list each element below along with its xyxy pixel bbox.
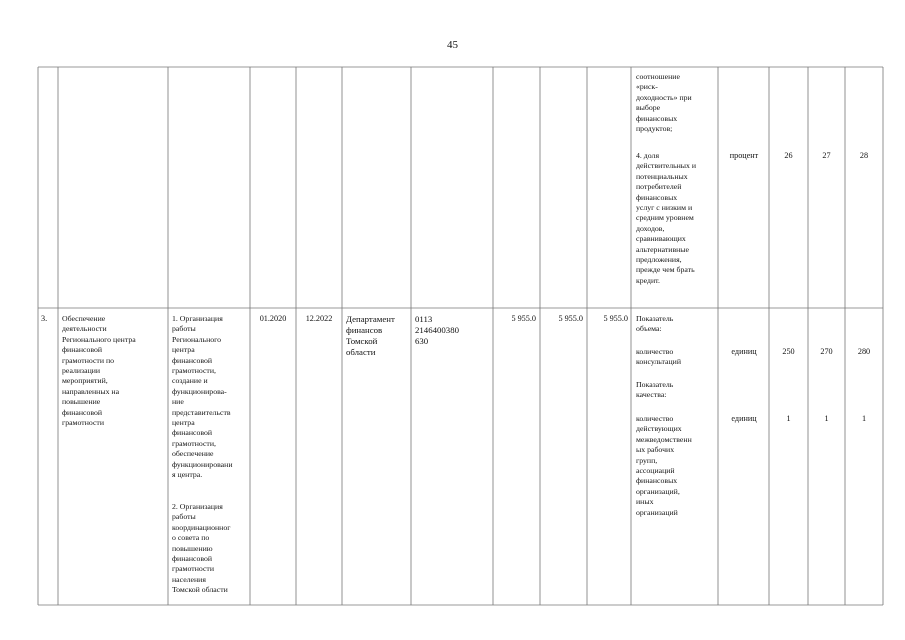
unit-volume: единиц xyxy=(731,347,757,356)
sum-2022: 5 955.0 xyxy=(603,314,628,323)
unit-cell: процент xyxy=(729,151,759,160)
volume-2021: 270 xyxy=(820,347,833,356)
value-2020: 26 xyxy=(784,151,793,160)
quality-indicator: количество действующих межведомственн ых рабочих групп, ассоциаций финансовых организаций, иных организаций xyxy=(636,414,692,517)
quality-2022: 1 xyxy=(861,414,867,423)
quality-indicator-header: Показатель качества: xyxy=(636,380,674,400)
start-date: 01.2020 xyxy=(259,314,287,323)
quality-2021: 1 xyxy=(824,414,829,423)
value-2021: 27 xyxy=(822,151,831,160)
budget-code: 0113 2146400380 630 xyxy=(415,314,459,346)
indicator-text-part1: соотношение «риск- доходность» при выборе финансовых продуктов; xyxy=(636,72,692,134)
volume-indicator: количество консультаций xyxy=(636,347,682,367)
sum-2021: 5 955.0 xyxy=(558,314,583,323)
volume-indicator-header: Показатель объема: xyxy=(636,314,674,334)
page-number: 45 xyxy=(447,39,458,51)
indicator-text-part2: 4. доля действительных и потенциальных потребителей финансовых услуг с низким и средним уровнем доходов, сравнивающих альтернативные предложения, прежде чем брать кредит. xyxy=(636,151,697,285)
row-number: 3. xyxy=(41,314,48,323)
unit-quality: единиц xyxy=(731,414,757,423)
executor: Департамент финансов Томской области xyxy=(346,314,395,357)
volume-2020: 250 xyxy=(782,347,795,356)
task-name: Обеспечение деятельности Регионального центра финансовой грамотности по реализации мероприятий, направленных на повышение финансовой грамотности xyxy=(62,314,136,428)
sum-2020: 5 955.0 xyxy=(511,314,536,323)
end-date: 12.2022 xyxy=(305,314,333,323)
volume-2022: 280 xyxy=(857,347,871,356)
activity-2: 2. Организация работы координационног о совета по повышению финансовой грамотности населения Томской области xyxy=(172,502,231,595)
value-2022: 28 xyxy=(859,151,869,160)
quality-2020: 1 xyxy=(786,414,791,423)
activity-1: 1. Организация работы Регионального центра финансовой грамотности, создание и функционирова- ние представительств центра финансовой грамотности, обеспечение функционировани я центра. xyxy=(172,314,233,480)
